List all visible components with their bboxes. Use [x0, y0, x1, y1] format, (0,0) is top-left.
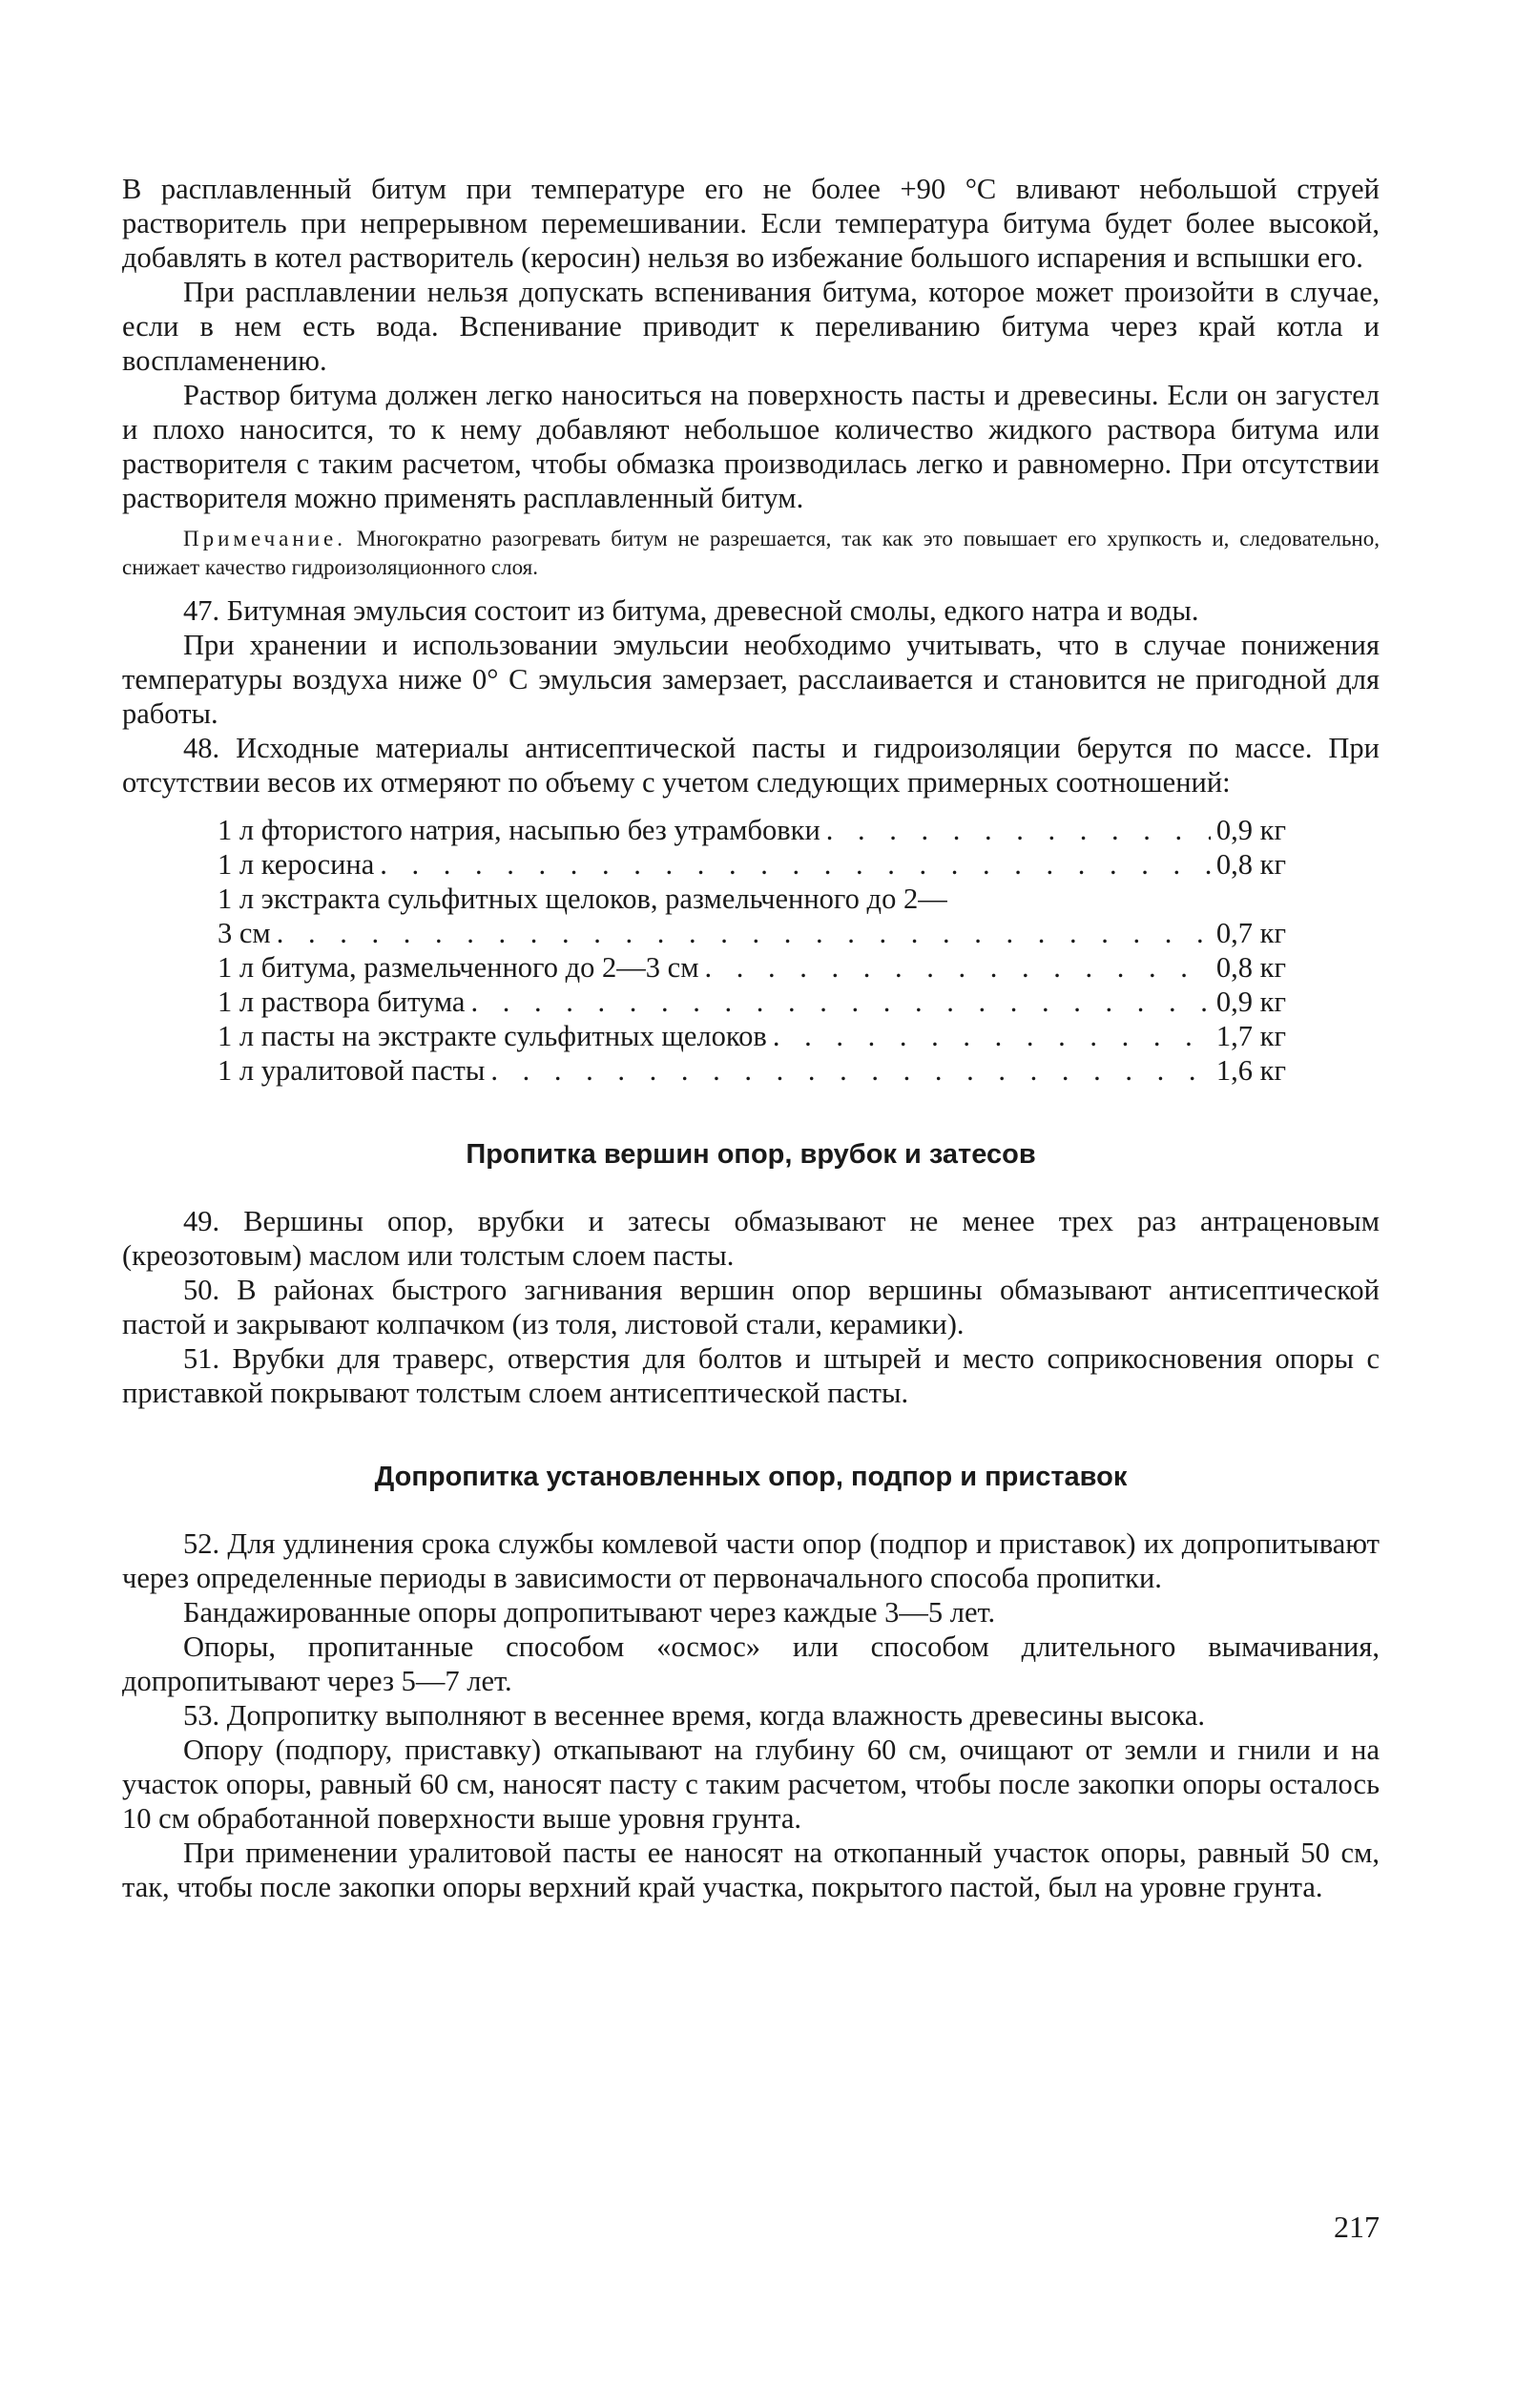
list-item: 1 л раствора битума . . . 0,9 кг: [218, 985, 1286, 1019]
note-label: Примечание.: [183, 527, 346, 550]
paragraph-uralit: При применении уралитовой пасты ее наносят на откопанный участок опоры, равный 50 см, так, чтобы после закопки опоры верхний край участка, покрытого пастой, был на уровне грунта.: [122, 1837, 1380, 1903]
note: [122, 525, 1380, 582]
paragraph-solvent: В расплавленный битум при температуре его не более +90 °С вливают небольшой струей растворитель при непрерывном перемешивании. Если температура битума будет более высокой, добавлять в котел растворитель (керосин) нельзя во избежание большого испарения и вспышки его.: [122, 173, 1380, 274]
paragraph-emulsion-storage: При хранении и использовании эмульсии необходимо учитывать, что в случае понижения температуры воздуха ниже 0° С эмульсия замерзает, расслаивается и становится не пригодной для работы.: [122, 629, 1380, 730]
list-item: 3 см . . . 0,7 кг: [218, 916, 1286, 950]
document-page: [122, 172, 1380, 1904]
list-item: 1 л экстракта сульфитных щелоков, размельченного до 2—: [218, 882, 947, 915]
paragraph-52: 52. Для удлинения срока службы комлевой части опор (подпор и приставок) их допропитывают через определенные периоды в зависимости от первоначального способа пропитки.: [122, 1527, 1380, 1594]
paragraph-bandaged: Бандажированные опоры допропитывают через каждые 3—5 лет.: [183, 1596, 996, 1629]
paragraph-dig: Опору (подпору, приставку) откапывают на глубину 60 см, очищают от земли и гнили и на участок опоры, равный 60 см, наносят пасту с таким расчетом, чтобы после закопки опоры осталось 10 см обработанной поверхности выше уровня грунта.: [122, 1733, 1380, 1835]
paragraph-51: 51. Врубки для траверс, отверстия для болтов и штырей и место соприкосновения опоры с приставкой покрывают толстым слоем антисептической пасты.: [122, 1342, 1380, 1409]
list-item: 1 л битума, размельченного до 2—3 см . . . 0,8 кг: [218, 950, 1286, 985]
paragraph-50: 50. В районах быстрого загнивания вершин опор вершины обмазывают антисептической пастой и закрывают колпачком (из толя, листовой стали, керамики).: [122, 1274, 1380, 1340]
list-item: 1 л керосина . . . 0,8 кг: [218, 847, 1286, 882]
page-number: 217: [1334, 2210, 1380, 2244]
note-text: Многократно разогревать битум не разрешается, так как это повышает его хрупкость и, следовательно, снижает качество гидроизоляционного слоя.: [122, 527, 1380, 579]
paragraph-48: 48. Исходные материалы антисептической пасты и гидроизоляции берутся по массе. При отсутствии весов их отмеряют по объему с учетом следующих примерных соотношений:: [122, 732, 1380, 799]
section-heading-reimpregnation: Допропитка установленных опор, подпор и приставок: [374, 1462, 1128, 1492]
paragraph-bitumen-solution: Раствор битума должен легко наноситься на поверхность пасты и древесины. Если он загустел и плохо наносится, то к нему добавляют небольшое количество жидкого раствора битума или растворителя с таким расчетом, чтобы обмазка производилась легко и равномерно. При отсутствии растворителя можно применять расплавленный битум.: [122, 379, 1380, 514]
paragraph-49: 49. Вершины опор, врубки и затесы обмазывают не менее трех раз антраценовым (креозотовым) маслом или толстым слоем пасты.: [122, 1205, 1380, 1272]
list-item: 1 л уралитовой пасты . . . 1,6 кг: [218, 1053, 1286, 1088]
list-item: 1 л пасты на экстракте сульфитных щелоков . . . 1,7 кг: [218, 1019, 1286, 1053]
paragraph-47: 47. Битумная эмульсия состоит из битума, древесной смолы, едкого натра и воды.: [183, 594, 1199, 627]
paragraph-53: 53. Допропитку выполняют в весеннее время, когда влажность древесины высока.: [183, 1699, 1206, 1732]
measures-list: [218, 813, 1286, 1088]
list-item: 1 л фтористого натрия, насыпью без утрамбовки . . . 0,9 кг: [218, 813, 1286, 847]
section-heading-impregnation: Пропитка вершин опор, врубок и затесов: [466, 1139, 1036, 1170]
paragraph-foaming: При расплавлении нельзя допускать вспенивания битума, которое может произойти в случае, если в нем есть вода. Вспенивание приводит к переливанию битума через край котла и воспламенению.: [122, 276, 1380, 377]
paragraph-osmos: Опоры, пропитанные способом «осмос» или способом длительного вымачивания, допропитывают через 5—7 лет.: [122, 1630, 1380, 1697]
